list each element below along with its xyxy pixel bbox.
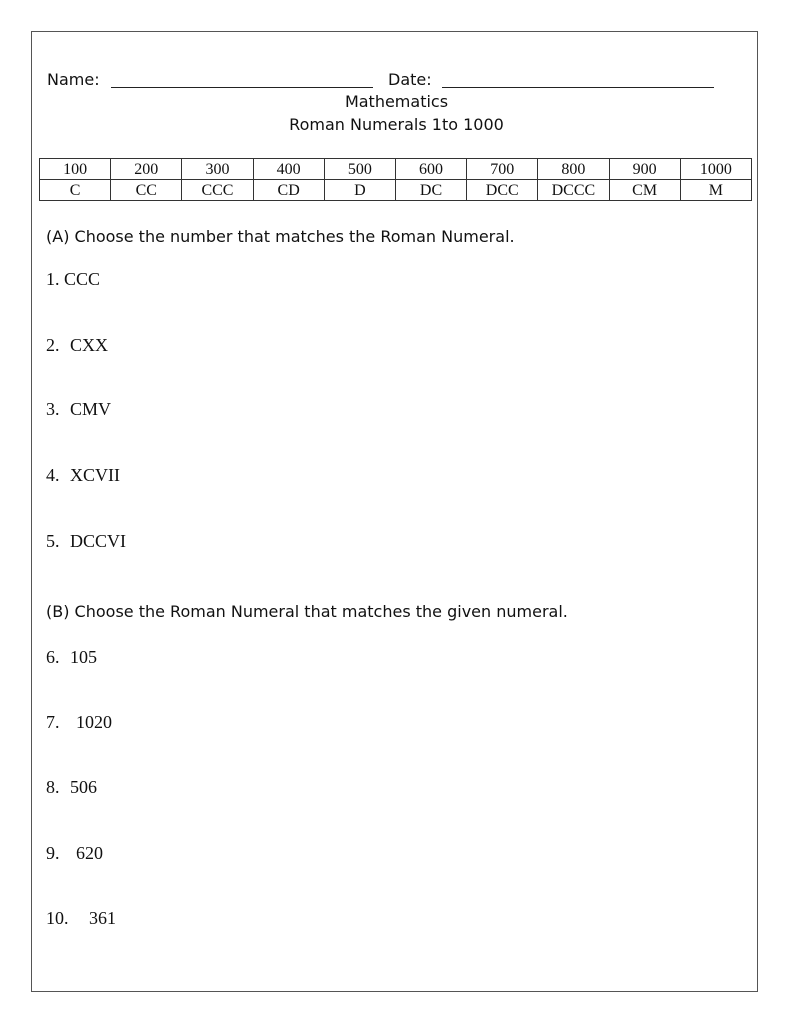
- question-item: [46, 465, 120, 486]
- question-number: 6.: [46, 647, 60, 667]
- table-cell: DCCC: [538, 180, 609, 201]
- date-field[interactable]: [442, 87, 714, 88]
- table-cell: 900: [609, 159, 680, 180]
- table-cell: 500: [324, 159, 395, 180]
- question-number: 9.: [46, 843, 60, 863]
- question-number: 4.: [46, 465, 60, 485]
- question-item: [46, 712, 112, 733]
- table-cell: D: [324, 180, 395, 201]
- table-cell: CC: [111, 180, 182, 201]
- header-fields: [47, 70, 727, 94]
- table-cell: M: [680, 180, 751, 201]
- table-cell: CD: [253, 180, 324, 201]
- question-text: 105: [70, 647, 97, 667]
- name-label: Name:: [47, 70, 100, 89]
- question-text: CXX: [70, 335, 109, 355]
- table-cell: CCC: [182, 180, 253, 201]
- numbers-row: [40, 159, 752, 180]
- question-text: CCC: [64, 269, 101, 289]
- table-cell: 700: [467, 159, 538, 180]
- section-b-heading: (B) Choose the Roman Numeral that matches the given numeral.: [46, 602, 568, 621]
- question-item: [46, 531, 126, 552]
- question-number: 7.: [46, 712, 60, 732]
- table-cell: 800: [538, 159, 609, 180]
- table-cell: DCC: [467, 180, 538, 201]
- question-item: [46, 777, 97, 798]
- date-label: Date:: [388, 70, 432, 89]
- question-text: 620: [76, 843, 103, 863]
- question-text: CMV: [70, 399, 112, 419]
- table-cell: 100: [40, 159, 111, 180]
- question-text: 361: [89, 908, 116, 928]
- table-cell: DC: [395, 180, 466, 201]
- table-cell: 1000: [680, 159, 751, 180]
- table-cell: 600: [395, 159, 466, 180]
- name-field[interactable]: [111, 87, 373, 88]
- question-number: 2.: [46, 335, 60, 355]
- section-a-heading: (A) Choose the number that matches the Roman Numeral.: [46, 227, 515, 246]
- table-cell: CM: [609, 180, 680, 201]
- table-cell: 300: [182, 159, 253, 180]
- question-number: 10.: [46, 908, 69, 928]
- question-item: [46, 269, 100, 290]
- question-text: 506: [70, 777, 97, 797]
- question-item: [46, 908, 116, 929]
- question-item: [46, 335, 108, 356]
- subject-title: Mathematics: [344, 92, 449, 111]
- roman-reference-table: [39, 158, 752, 201]
- numerals-row: [40, 180, 752, 201]
- question-item: [46, 647, 97, 668]
- worksheet-title: Roman Numerals 1to 1000: [289, 115, 504, 134]
- table-cell: 200: [111, 159, 182, 180]
- question-number: 1.: [46, 269, 60, 289]
- question-number: 5.: [46, 531, 60, 551]
- table-cell: C: [40, 180, 111, 201]
- table-cell: 400: [253, 159, 324, 180]
- question-text: 1020: [76, 712, 112, 732]
- question-item: [46, 399, 111, 420]
- question-number: 3.: [46, 399, 60, 419]
- question-number: 8.: [46, 777, 60, 797]
- question-item: [46, 843, 103, 864]
- question-text: XCVII: [70, 465, 120, 485]
- question-text: DCCVI: [70, 531, 127, 551]
